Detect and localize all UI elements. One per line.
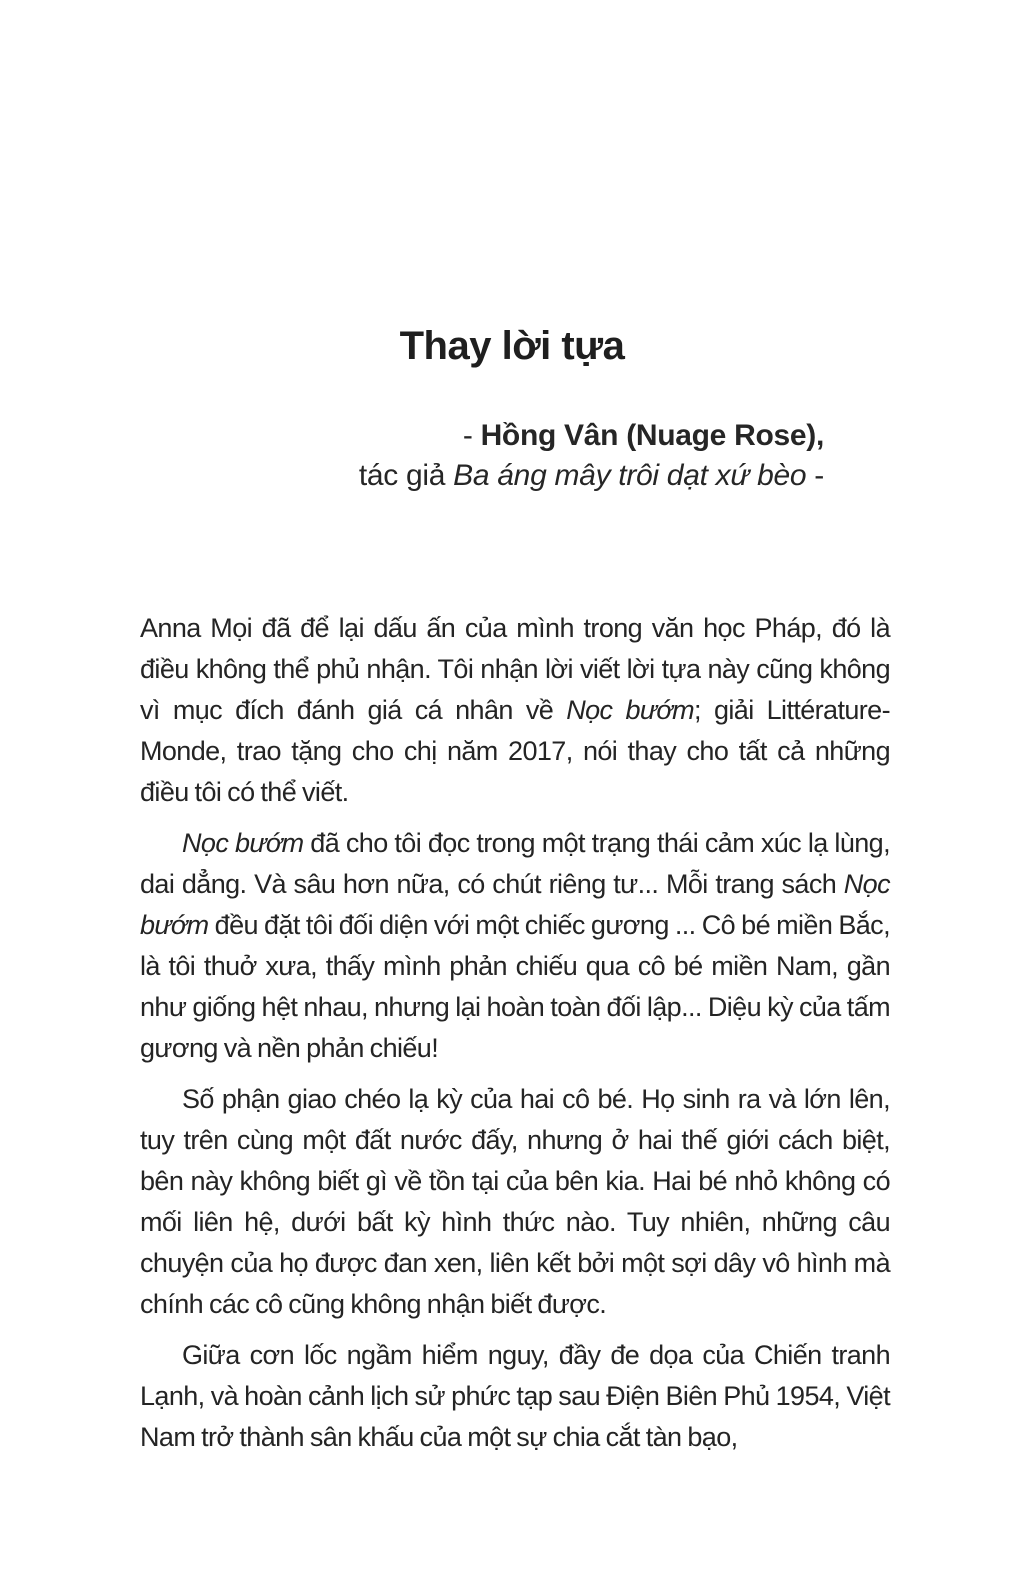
byline-dash: -: [462, 419, 481, 452]
byline: [0, 416, 1024, 496]
byline-author-line: [0, 416, 824, 456]
byline-book-title: Ba áng mây trôi dạt xứ bèo: [453, 459, 807, 492]
byline-role-label: tác giả: [358, 459, 454, 492]
text-segment: đã cho tôi đọc trong một trạng thái cảm xúc lạ lùng, dai dẳng. Và sâu hơn nữa, có chút riêng tư... Mỗi trang sách: [140, 828, 890, 899]
text-segment: ; giải Littérature-Monde, trao tặng cho chị năm 2017, nói thay cho tất cả những điều tôi có thể viết.: [140, 695, 890, 807]
paragraph: [140, 1079, 890, 1325]
paragraph: [140, 823, 890, 1069]
book-title-inline: Nọc bướm: [140, 869, 890, 940]
text-segment: Anna Mọi đã để lại dấu ấn của mình trong văn học Pháp, đó là điều không thể phủ nhận. Tôi nhận lời viết lời tựa này cũng không vì mục đích đánh giá cá nhân về: [140, 613, 890, 725]
book-title-inline: Nọc bướm: [566, 695, 695, 725]
byline-author: Hồng Vân (Nuage Rose): [480, 419, 816, 452]
paragraph: [140, 1335, 890, 1458]
text-segment: Giữa cơn lốc ngầm hiểm nguy, đầy đe dọa của Chiến tranh Lạnh, và hoàn cảnh lịch sử phức tạp sau Điện Biên Phủ 1954, Việt Nam trở thành sân khấu của một sự chia cắt tàn bạo,: [140, 1340, 890, 1452]
page-title: Thay lời tựa: [399, 324, 625, 368]
paragraph: [140, 608, 890, 813]
text-segment: Số phận giao chéo lạ kỳ của hai cô bé. Họ sinh ra và lớn lên, tuy trên cùng một đất nước đấy, nhưng ở hai thế giới cách biệt, bên này không biết gì về tồn tại của bên kia. Hai bé nhỏ không có mối liên hệ, dưới bất kỳ hình thức nào. Tuy nhiên, những câu chuyện của họ được đan xen, liên kết bởi một sợi dây vô hình mà chính các cô cũng không nhận biết được.: [140, 1084, 890, 1319]
content: [140, 608, 890, 1458]
book-title-inline: Nọc bướm: [182, 828, 304, 858]
text-segment: đều đặt tôi đối diện với một chiếc gương ... Cô bé miền Bắc, là tôi thuở xưa, thấy mình phản chiếu qua cô bé miền Nam, gần như giống hệt nhau, nhưng lại hoàn toàn đối lập... Diệu kỳ của tấm gương và nền phản chiếu!: [140, 910, 890, 1063]
byline-author-suffix: ,: [815, 419, 824, 452]
byline-book-line: [0, 456, 824, 496]
byline-closing-dash: -: [806, 459, 824, 492]
